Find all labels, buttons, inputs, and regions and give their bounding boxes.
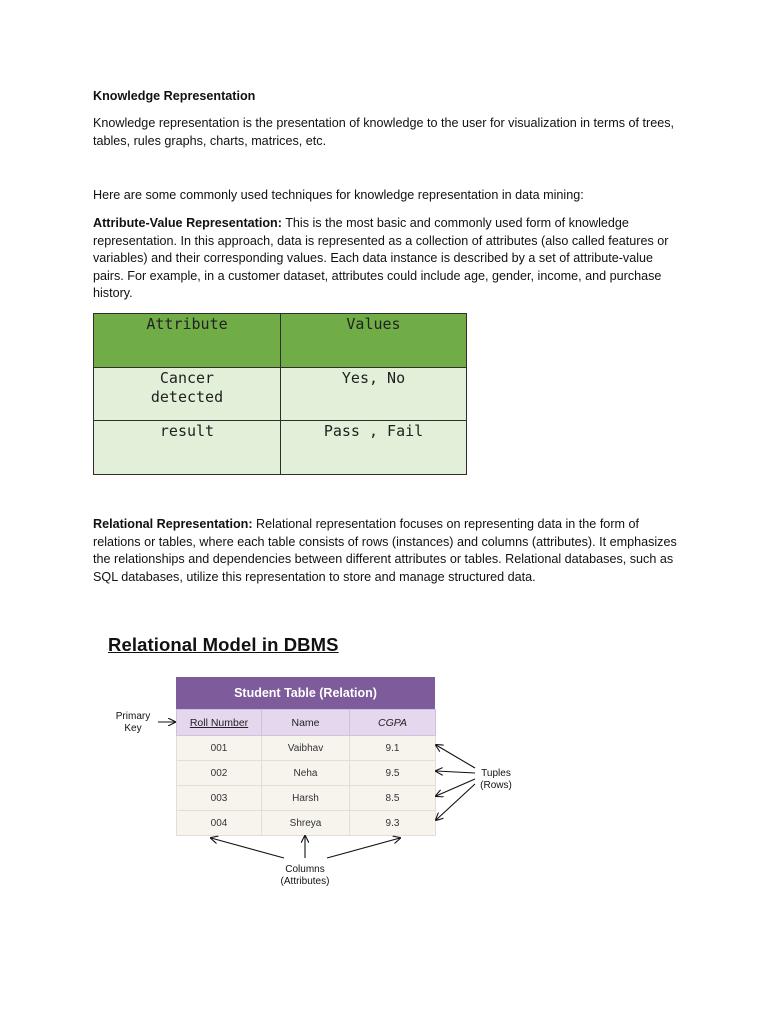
techniques-intro: Here are some commonly used techniques for knowledge representation in data mining: (93, 188, 584, 202)
cell-roll-number: 004 (177, 811, 262, 836)
cell-roll-number: 002 (177, 761, 262, 786)
relational-text: Relational representation focuses on representing data in the form of relations or tables, where each table consists of rows (instances) and columns (attributes). It emphasizes the relationships and dependencies between different attributes or tables. Relational databases, such as SQL databases, utilize this representation to store and manage structured data. (93, 517, 677, 584)
table-row (177, 736, 436, 761)
av-cell-attribute: Cancer detected (94, 368, 281, 420)
cell-name: Neha (262, 761, 350, 786)
figure-title: Relational Model in DBMS (108, 634, 339, 655)
primary-key-label: Primary Key (115, 711, 151, 734)
attribute-value-label: Attribute-Value Representation: (93, 216, 282, 230)
cell-roll-number: 001 (177, 736, 262, 761)
av-header-attribute: Attribute (94, 314, 281, 368)
cell-roll-number: 003 (177, 786, 262, 811)
cell-cgpa: 9.1 (350, 736, 436, 761)
column-arrow (327, 838, 400, 858)
relational-paragraph (93, 516, 678, 586)
table-row (177, 786, 436, 811)
column-arrow (211, 838, 284, 858)
av-cell-values: Yes, No (281, 368, 467, 420)
table-row (94, 420, 467, 474)
av-cell-attribute: result (94, 420, 281, 474)
av-table-header-row (94, 314, 467, 368)
tuple-arrow (436, 784, 475, 820)
table-row (177, 811, 436, 836)
tuple-arrow (436, 779, 475, 796)
cell-cgpa: 8.5 (350, 786, 436, 811)
cell-name: Harsh (262, 786, 350, 811)
cell-cgpa: 9.3 (350, 811, 436, 836)
relational-label: Relational Representation: (93, 517, 253, 531)
tuple-arrow (436, 745, 475, 768)
section-heading: Knowledge Representation (93, 89, 256, 103)
student-table-header-row (177, 710, 436, 736)
table-row (177, 761, 436, 786)
tuple-arrow (436, 771, 475, 773)
table-row (94, 368, 467, 420)
column-header-roll-number: Roll Number (177, 710, 262, 736)
cell-name: Vaibhav (262, 736, 350, 761)
columns-label: Columns (Attributes) (280, 864, 330, 887)
student-table (176, 709, 436, 836)
student-table-caption: Student Table (Relation) (176, 677, 435, 709)
attribute-value-table (93, 313, 467, 475)
cell-cgpa: 9.5 (350, 761, 436, 786)
column-header-cgpa: CGPA (350, 710, 436, 736)
attribute-value-text: This is the most basic and commonly used form of knowledge representation. In this approach, data is represented as a collection of attributes (also called features or variables) and their corresponding values. Each data instance is described by a set of attribute-value pairs. For example, in a customer dataset, attributes could include age, gender, income, and purchase history. (93, 216, 669, 301)
column-header-name: Name (262, 710, 350, 736)
cell-name: Shreya (262, 811, 350, 836)
av-header-values: Values (281, 314, 467, 368)
intro-paragraph: Knowledge representation is the presentation of knowledge to the user for visualization in terms of trees, tables, rules graphs, charts, matrices, etc. (93, 116, 675, 148)
av-cell-values: Pass , Fail (281, 420, 467, 474)
tuples-label: Tuples (Rows) (480, 768, 512, 791)
attribute-value-paragraph (93, 215, 678, 303)
